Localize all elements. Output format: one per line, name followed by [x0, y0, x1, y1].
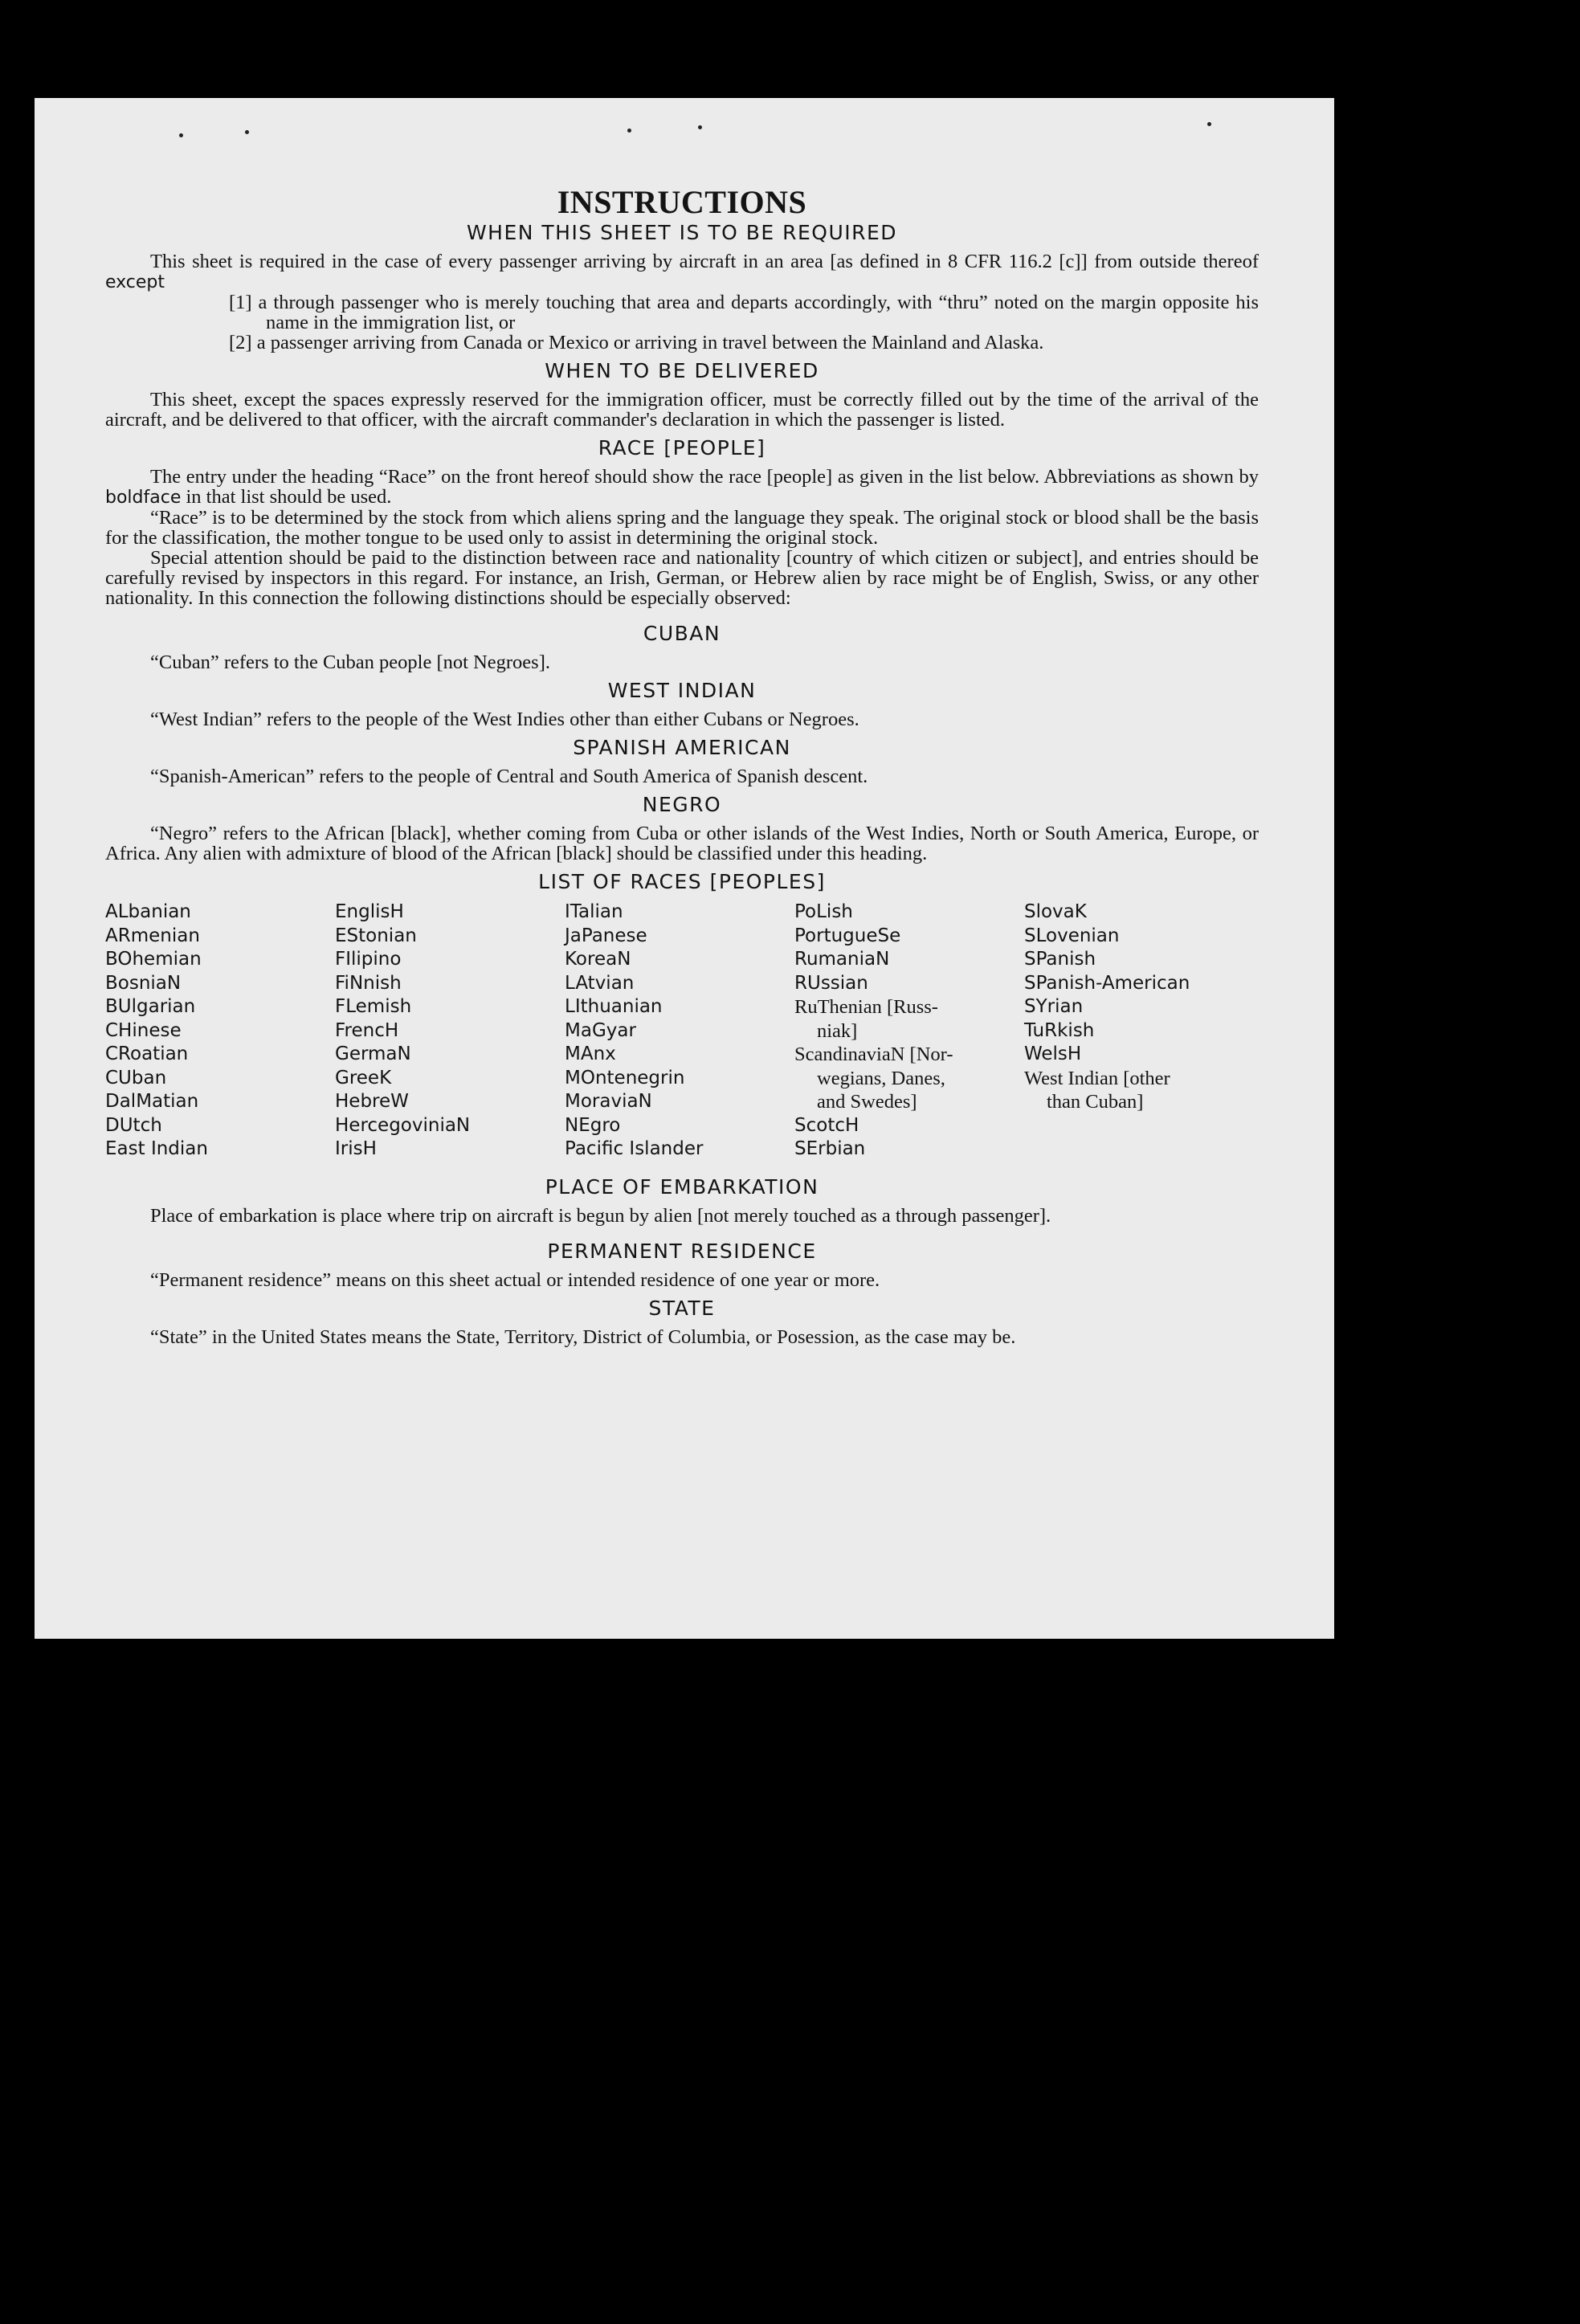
- required-except: except: [105, 272, 165, 292]
- race-entry: GreeK: [335, 1067, 392, 1088]
- heading-required: WHEN THIS SHEET IS TO BE REQUIRED: [466, 221, 898, 244]
- race-entry: JaPanese: [565, 925, 647, 946]
- race-entry: Pacific Islander: [565, 1138, 704, 1159]
- race-entry: ScotcH: [794, 1114, 859, 1136]
- race-entry: GermaN: [335, 1044, 411, 1064]
- race-entry: SYrian: [1024, 996, 1084, 1017]
- race-entry: MAnx: [565, 1044, 616, 1064]
- required-item-1: [1] a through passenger who is merely touching that area and departs accordingly, with “thru” noted on the margin opposite his name in the immigration list, or: [229, 292, 1259, 333]
- races-column-2: [335, 901, 565, 1162]
- race-entry: CUban: [105, 1067, 167, 1088]
- heading-race: RACE [PEOPLE]: [598, 436, 766, 459]
- race-entry: EStonian: [335, 925, 417, 946]
- race-entry: RUssian: [794, 972, 868, 994]
- races-list: [105, 901, 1259, 1162]
- spanish-american-text: “Spanish-American” refers to the people of Central and South America of Spanish descent.: [150, 766, 868, 787]
- scan-speck: [245, 130, 249, 134]
- race-entry: RumaniaN: [794, 949, 890, 970]
- heading-cuban: CUBAN: [643, 622, 721, 645]
- race-entry: TuRkish: [1024, 1019, 1095, 1041]
- race-entry: PortugueSe: [794, 925, 901, 946]
- race-entry: PoLish: [794, 901, 853, 922]
- race-entry: FIlipino: [335, 949, 402, 970]
- heading-residence: PERMANENT RESIDENCE: [547, 1239, 817, 1263]
- heading-spanish-american: SPANISH AMERICAN: [573, 736, 791, 759]
- race-entry: BUlgarian: [105, 996, 196, 1017]
- race-entry: LAtvian: [565, 972, 635, 994]
- race-paragraph-3: Special attention should be paid to the distinction between race and nationality [country of which citizen or subject], and entries should be carefully revised by inspectors in this regard. For instance, an Irish, German, or Hebrew alien by race might be of English, Swiss, or any other nationality. In this connection the following distinctions should be especially observed:: [105, 547, 1259, 609]
- race-entry: MoraviaN: [565, 1091, 652, 1112]
- heading-state: STATE: [648, 1296, 716, 1320]
- race-entry: NEgro: [565, 1114, 621, 1136]
- race-entry: SLovenian: [1024, 925, 1120, 946]
- race-entry: DUtch: [105, 1114, 162, 1136]
- race-entry: West Indian [other: [1024, 1067, 1170, 1089]
- race-entry: IrisH: [335, 1138, 377, 1159]
- race-p1-bold: boldface: [105, 488, 182, 508]
- delivered-text: This sheet, except the spaces expressly reserved for the immigration officer, must be correctly filled out by the time of the arrival of the aircraft, and be delivered to that officer, with the aircraft commander's declaration in which the passenger is listed.: [105, 389, 1259, 431]
- state-text: “State” in the United States means the State, Territory, District of Columbia, or Posession, as the case may be.: [150, 1325, 1016, 1348]
- race-entry: KoreaN: [565, 949, 631, 970]
- race-p1-a: The entry under the heading “Race” on the front hereof should show the race [people] as given in the list below. Abbreviations as shown by: [150, 466, 1259, 488]
- heading-delivered: WHEN TO BE DELIVERED: [545, 359, 819, 382]
- required-intro-text: This sheet is required in the case of every passenger arriving by aircraft in an area [as defined in 8 CFR 116.2 [c]] from outside thereof: [150, 251, 1259, 272]
- race-entry: DalMatian: [105, 1091, 199, 1112]
- race-entry: ScandinaviaN [Nor-: [794, 1044, 953, 1065]
- race-entry: RuThenian [Russ-: [794, 996, 938, 1018]
- race-entry: CRoatian: [105, 1044, 189, 1064]
- scan-speck: [627, 129, 631, 133]
- race-entry: FrencH: [335, 1019, 399, 1041]
- race-entry: SErbian: [794, 1138, 866, 1159]
- page-title: INSTRUCTIONS: [557, 184, 807, 220]
- races-column-5: [1024, 901, 1254, 1162]
- races-column-4: [794, 901, 1024, 1162]
- race-entry: EnglisH: [335, 901, 404, 922]
- cuban-text: “Cuban” refers to the Cuban people [not Negroes].: [150, 651, 550, 673]
- race-entry: SPanish: [1024, 949, 1096, 970]
- heading-negro: NEGRO: [642, 793, 722, 816]
- race-entry: and Swedes]: [817, 1091, 917, 1113]
- race-entry: HercegoviniaN: [335, 1114, 471, 1136]
- race-entry: MaGyar: [565, 1019, 636, 1041]
- west-indian-text: “West Indian” refers to the people of the West Indies other than either Cubans or Negroes.: [150, 709, 859, 730]
- race-entry: BosniaN: [105, 972, 182, 994]
- residence-text: “Permanent residence” means on this sheet actual or intended residence of one year or more.: [150, 1268, 880, 1291]
- race-entry: FiNnish: [335, 972, 402, 994]
- race-entry: LIthuanian: [565, 996, 663, 1017]
- required-item-2: [2] a passenger arriving from Canada or Mexico or arriving in travel between the Mainland and Alaska.: [229, 332, 1044, 353]
- race-entry: MOntenegrin: [565, 1067, 685, 1088]
- race-entry: ALbanian: [105, 901, 191, 922]
- instruction-sheet: [35, 98, 1334, 1639]
- heading-west-indian: WEST INDIAN: [607, 679, 757, 702]
- scan-speck: [1207, 122, 1211, 126]
- required-intro: [105, 251, 1259, 292]
- race-entry: than Cuban]: [1047, 1091, 1144, 1113]
- race-entry: BOhemian: [105, 949, 202, 970]
- race-entry: WelsH: [1024, 1044, 1082, 1064]
- scan-speck: [698, 125, 702, 129]
- race-entry: wegians, Danes,: [817, 1067, 945, 1089]
- race-entry: FLemish: [335, 996, 412, 1017]
- race-entry: HebreW: [335, 1091, 409, 1112]
- embarkation-text: Place of embarkation is place where trip on aircraft is begun by alien [not merely touched as a through passenger].: [150, 1204, 1051, 1227]
- race-p1-b: in that list should be used.: [186, 486, 392, 508]
- heading-embarkation: PLACE OF EMBARKATION: [545, 1174, 819, 1199]
- race-entry: ARmenian: [105, 925, 200, 946]
- scan-speck: [179, 133, 183, 137]
- races-column-1: [105, 901, 335, 1162]
- race-entry: SlovaK: [1024, 901, 1087, 922]
- race-entry: SPanish-American: [1024, 972, 1190, 994]
- race-paragraph-2: “Race” is to be determined by the stock from which aliens spring and the language they speak. The original stock or blood shall be the basis for the classification, the mother tongue to be used only to assist in determining the original stock.: [105, 507, 1259, 549]
- race-entry: East Indian: [105, 1138, 208, 1159]
- race-entry: niak]: [817, 1019, 858, 1042]
- races-column-3: [565, 901, 794, 1162]
- race-paragraph-1: [105, 467, 1259, 508]
- heading-list-of-races: LIST OF RACES [PEOPLES]: [538, 870, 826, 893]
- race-entry: ITalian: [565, 901, 623, 922]
- negro-text: “Negro” refers to the African [black], whether coming from Cuba or other islands of the West Indies, North or South America, Europe, or Africa. Any alien with admixture of blood of the African [black] should be classified under this heading.: [105, 823, 1259, 864]
- race-entry: CHinese: [105, 1019, 182, 1041]
